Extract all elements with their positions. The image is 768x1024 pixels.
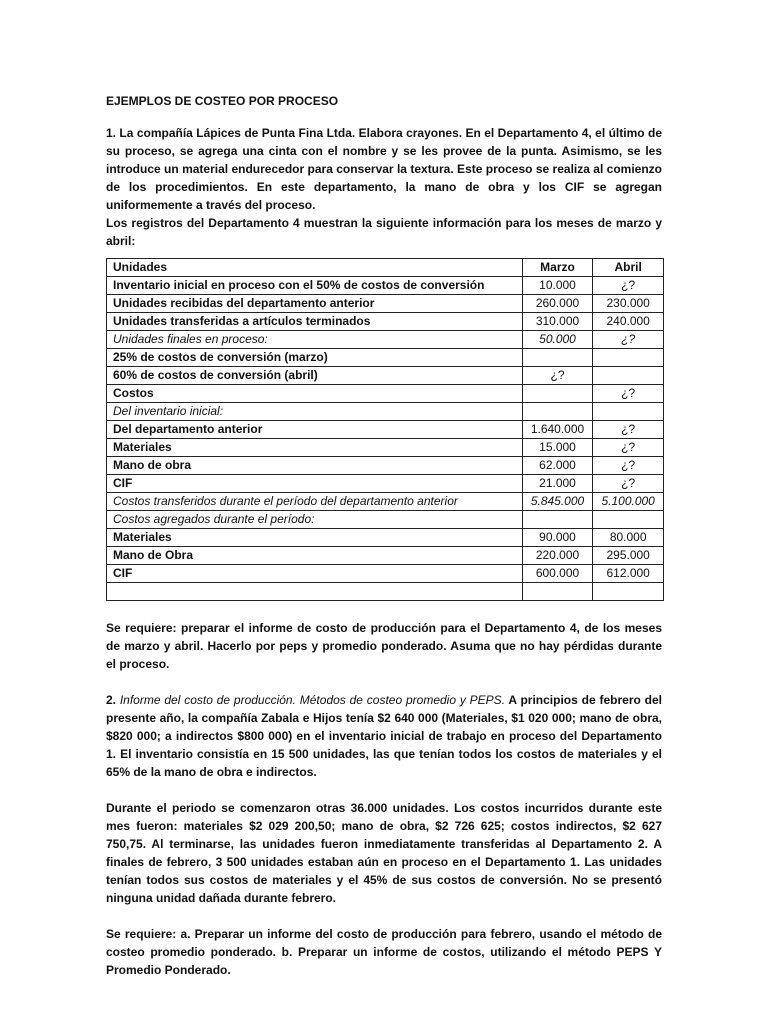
row-april-value <box>593 349 664 367</box>
table-row <box>107 475 664 493</box>
table-header-row <box>107 259 664 277</box>
row-april-value <box>593 403 664 421</box>
row-april-value: 80.000 <box>593 529 664 547</box>
row-april-value: 295.000 <box>593 547 664 565</box>
row-april-value: ¿? <box>593 277 664 295</box>
document-page <box>106 92 662 979</box>
table-row <box>107 529 664 547</box>
row-label: Costos <box>107 385 523 403</box>
row-april-value: 5.100.000 <box>593 493 664 511</box>
row-april-value: ¿? <box>593 385 664 403</box>
problem2-italic-title: Informe del costo de producción. Métodos de costeo promedio y PEPS. <box>119 693 506 707</box>
row-april-value: ¿? <box>593 439 664 457</box>
row-march-value: 21.000 <box>522 475 593 493</box>
row-march-value: 50.000 <box>522 331 593 349</box>
department-data-table <box>106 258 664 601</box>
row-march-value: 260.000 <box>522 295 593 313</box>
table-row <box>107 295 664 313</box>
row-april-value: 612.000 <box>593 565 664 583</box>
row-label: Mano de obra <box>107 457 523 475</box>
table-row <box>107 385 664 403</box>
row-label <box>107 583 523 601</box>
row-march-value: 5.845.000 <box>522 493 593 511</box>
row-label: Materiales <box>107 529 523 547</box>
table-row <box>107 331 664 349</box>
row-label: CIF <box>107 475 523 493</box>
problem1-intro: 1. La compañía Lápices de Punta Fina Ltda. Elabora crayones. En el Departamento 4, el último de su proceso, se agrega una cinta con el nombre y se les provee de la punta. Asimismo, se les introduce un material endurecedor para conservar la textura. Este proceso se realiza al comienzo de los procedimientos. En este departamento, la mano de obra y los CIF se agregan uniformemente a través del proceso. <box>106 126 662 212</box>
row-label: Inventario inicial en proceso con el 50% de costos de conversión <box>107 277 523 295</box>
table-row <box>107 313 664 331</box>
row-label: CIF <box>107 565 523 583</box>
document-title: EJEMPLOS DE COSTEO POR PROCESO <box>106 94 339 108</box>
row-march-value: 1.640.000 <box>522 421 593 439</box>
row-march-value <box>522 403 593 421</box>
row-april-value: 240.000 <box>593 313 664 331</box>
problem2-requirement: Se requiere: a. Preparar un informe del costo de producción para febrero, usando el método de costeo promedio ponderado. b. Preparar un informe de costos, utilizando el método PEPS Y Promedio Ponderado. <box>106 927 662 977</box>
row-label: Costos agregados durante el período: <box>107 511 523 529</box>
row-april-value: ¿? <box>593 421 664 439</box>
header-april: Abril <box>593 259 664 277</box>
table-row <box>107 565 664 583</box>
table-row <box>107 277 664 295</box>
row-march-value <box>522 583 593 601</box>
problem2-number: 2. <box>106 693 120 707</box>
table-row <box>107 349 664 367</box>
row-march-value: ¿? <box>522 367 593 385</box>
row-april-value: ¿? <box>593 475 664 493</box>
row-label: Materiales <box>107 439 523 457</box>
row-april-value: 230.000 <box>593 295 664 313</box>
header-units: Unidades <box>107 259 523 277</box>
row-march-value: 600.000 <box>522 565 593 583</box>
row-label: Unidades transferidas a artículos terminados <box>107 313 523 331</box>
row-march-value: 15.000 <box>522 439 593 457</box>
table-row <box>107 583 664 601</box>
row-april-value: ¿? <box>593 331 664 349</box>
table-row <box>107 421 664 439</box>
header-march: Marzo <box>522 259 593 277</box>
row-april-value <box>593 583 664 601</box>
row-label: 60% de costos de conversión (abril) <box>107 367 523 385</box>
row-march-value <box>522 349 593 367</box>
row-label: 25% de costos de conversión (marzo) <box>107 349 523 367</box>
table-row <box>107 511 664 529</box>
table-row <box>107 457 664 475</box>
row-march-value: 220.000 <box>522 547 593 565</box>
row-april-value <box>593 367 664 385</box>
row-march-value: 310.000 <box>522 313 593 331</box>
problem2-paragraph1 <box>106 691 662 781</box>
table-row <box>107 493 664 511</box>
row-label: Unidades recibidas del departamento anterior <box>107 295 523 313</box>
problem1-intro2: Los registros del Departamento 4 muestran la siguiente información para los meses de marzo y abril: <box>106 216 662 248</box>
table-row <box>107 547 664 565</box>
table-row <box>107 403 664 421</box>
row-march-value: 62.000 <box>522 457 593 475</box>
row-label: Unidades finales en proceso: <box>107 331 523 349</box>
row-march-value <box>522 511 593 529</box>
row-label: Mano de Obra <box>107 547 523 565</box>
table-row <box>107 439 664 457</box>
row-label: Del departamento anterior <box>107 421 523 439</box>
row-march-value: 10.000 <box>522 277 593 295</box>
row-label: Costos transferidos durante el período del departamento anterior <box>107 493 523 511</box>
problem1-requirement: Se requiere: preparar el informe de costo de producción para el Departamento 4, de los meses de marzo y abril. Hacerlo por peps y promedio ponderado. Asuma que no hay pérdidas durante el proceso. <box>106 621 662 671</box>
row-march-value: 90.000 <box>522 529 593 547</box>
problem2-paragraph2: Durante el periodo se comenzaron otras 36.000 unidades. Los costos incurridos durante este mes fueron: materiales $2 029 200,50; mano de obra, $2 726 625; costos indirectos, $2 627 750,75. Al terminarse, las unidades fueron inmediatamente transferidas al Departamento 2. A finales de febrero, 3 500 unidades estaban aún en proceso en el Departamento 1. Las unidades tenían todos sus costos de materiales y el 45% de sus costos de conversión. No se presentó ninguna unidad dañada durante febrero. <box>106 801 662 905</box>
row-march-value <box>522 385 593 403</box>
row-label: Del inventario inicial: <box>107 403 523 421</box>
problem2-paragraph1-text: A principios de febrero del presente año, la compañía Zabala e Hijos tenía $2 640 000 (Materiales, $1 020 000; mano de obra, $820 000; a indirectos $800 000) en el inventario inicial de trabajo en proceso del Departamento 1. El inventario consistía en 15 500 unidades, las que tenían todos los costos de materiales y el 65% de la mano de obra e indirectos. <box>106 693 662 779</box>
table-row <box>107 367 664 385</box>
row-april-value <box>593 511 664 529</box>
row-april-value: ¿? <box>593 457 664 475</box>
